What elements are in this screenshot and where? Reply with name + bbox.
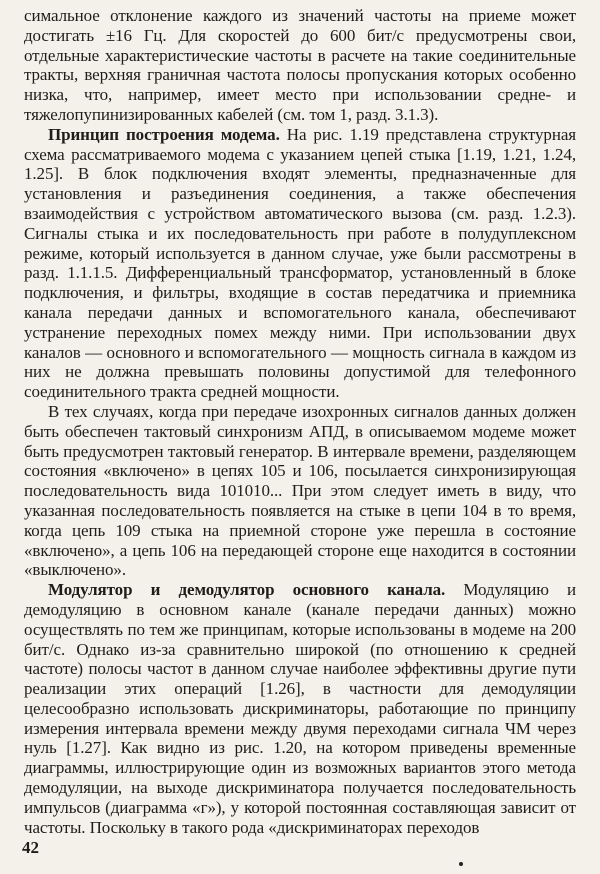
paragraph-text: Модуляцию и демодуляцию в основном канале (канале передачи данных) можно осуществлять по тем же принципам, которые использованы в модеме на 200 бит/с. Однако из-за сравнительно широкой (по отношению к средней частоте) полосы частот в данном случае наиболее эффективны другие пути реализации этих операций [1.26], в частности для демодуляции целесообразно использовать дискриминаторы, работающие по принципу измерения интервала времени между двумя переходами сигнала ЧМ через нуль [1.27]. Как видно из рис. 1.20, на котором приведены временные диаграммы, иллюстрирующие один из возможных вариантов этого метода демодуляции, на выходе дискриминатора получается последовательность импульсов (диаграмма «г»), у которой постоянная составляющая зависит от частоты. Поскольку в такого рода «дискриминаторах переходов (24, 580, 577, 837)
body-text (24, 6, 576, 837)
paragraph-text: симальное отклонение каждого из значений частоты на приеме может достигать ±16 Гц. Для скоростей до 600 бит/с предусмотрены свои, отдельные характеристические частоты в расчете на такие соединительные тракты, верхняя граничная частота полосы пропускания которых особенно низка, что, например, имеет место при использовании средне- и тяжелопупинизированных кабелей (см. том 1, разд. 3.1.3). (24, 6, 576, 124)
paragraph-text: На рис. 1.19 представлена структурная схема рассматриваемого модема с указанием цепей стыка [1.19, 1.21, 1.24, 1.25]. В блок подключения входят элементы, предназначенные для установления и разъединения соединения, а также обеспечения взаимодействия с устройством автоматического вызова (см. разд. 1.2.3). Сигналы стыка и их последовательность при работе в полудуплексном режиме, который используется в данном случае, уже были рассмотрены в разд. 1.1.1.5. Дифференциальный трансформатор, установленный в блоке подключения, и фильтры, входящие в состав передатчика и приемника канала передачи данных и вспомогательного канала, обеспечивают устранение переходных помех между ними. При использовании двух каналов — основного и вспомогательного — мощность сигнала в каждом из них не должна превышать половины допустимой для телефонного соединительного тракта средней мощности. (24, 124, 576, 402)
paragraph-text: В тех случаях, когда при передаче изохронных сигналов данных должен быть обеспечен тактовый синхронизм АПД, в описываемом модеме может быть предусмотрен тактовый генератор. В интервале времени, разделяющем состояния «включено» в цепях 105 и 106, посылается синхронизирующая последовательность вида 101010... При этом следует иметь в виду, что указанная последовательность появляется на стыке в цепи 104 в то время, когда цепь 109 стыка на приемной стороне уже перешла в состояние «включено», а цепь 106 на передающей стороне еще находится в состоянии «выключено». (24, 401, 576, 580)
paragraph-modulator-demodulator (24, 580, 576, 837)
page-number: 42 (22, 838, 39, 857)
section-heading-modem-principle: Принцип построения модема. (48, 124, 280, 144)
paragraph-modem-principle (24, 125, 576, 402)
paragraph-continuation (24, 6, 576, 125)
ink-dot (459, 862, 463, 866)
section-heading-modulator-demodulator: Модулятор и демодулятор основного канала. (48, 580, 446, 600)
paragraph-clock-sync (24, 402, 576, 580)
